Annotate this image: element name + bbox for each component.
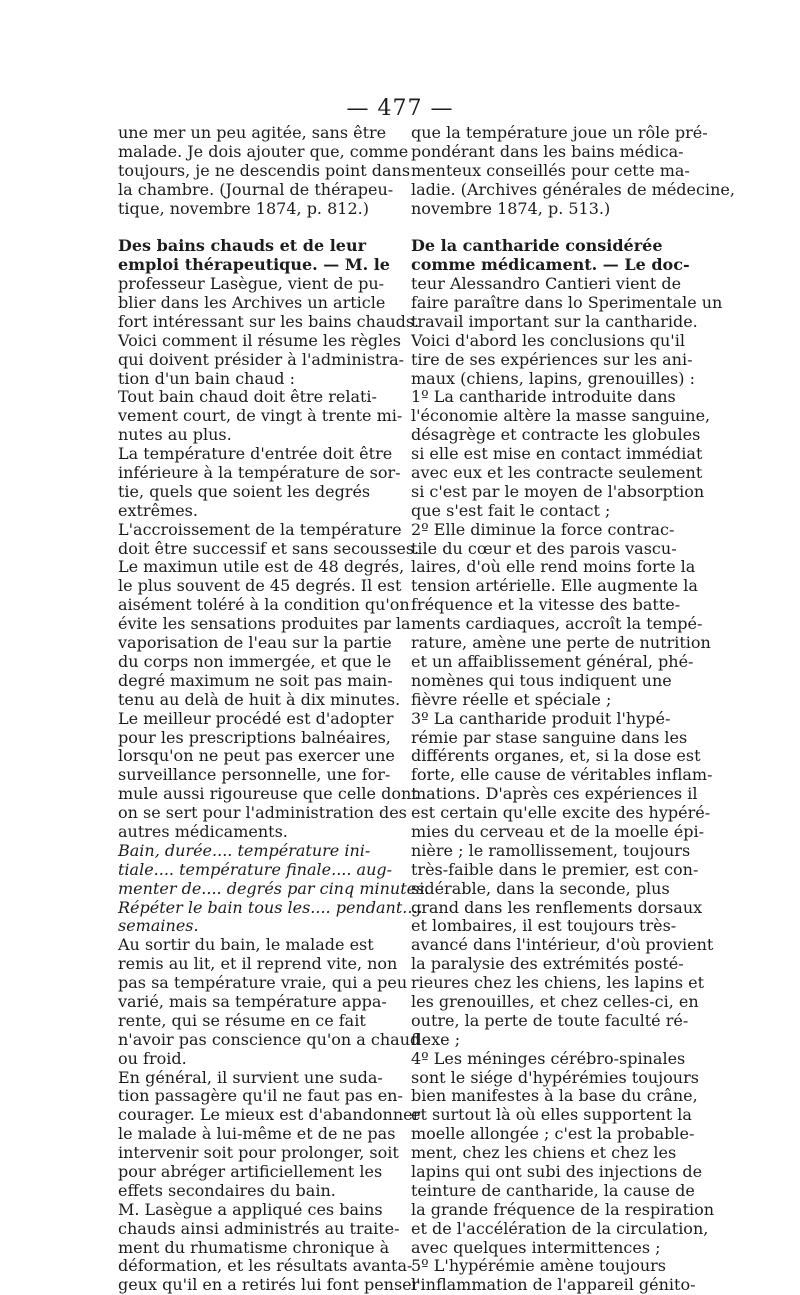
text-line: sont le siége d'hypérémies toujours: [411, 1067, 699, 1087]
text-line: geux qu'il en a retirés lui font penser: [118, 1275, 420, 1295]
text-line: maux (chiens, lapins, grenouilles) :: [411, 368, 695, 388]
text-line: rature, amène une perte de nutrition: [411, 633, 711, 653]
text-line: Le meilleur procédé est d'adopter: [118, 708, 394, 728]
text-line: semaines.: [118, 916, 199, 936]
text-line: La température d'entrée doit être: [118, 444, 393, 464]
text-line: lorsqu'on ne peut pas exercer une: [118, 746, 395, 766]
text-line: flexe ;: [411, 1029, 461, 1049]
text-line: la paralysie des extrémités posté-: [411, 954, 684, 974]
text-line: est certain qu'elle excite des hypéré-: [411, 803, 711, 823]
text-line: teur Alessandro Cantieri vient de: [411, 274, 682, 294]
right-column: [411, 123, 735, 1295]
text-line: ou froid.: [118, 1048, 187, 1068]
text-line: ladie. (Archives générales de médecine,: [411, 179, 735, 199]
text-line: tire de ses expériences sur les ani-: [411, 349, 693, 369]
text-line: L'accroissement de la température: [118, 519, 402, 539]
text-line: tiale.... température finale.... aug-: [118, 859, 393, 879]
text-line: novembre 1874, p. 513.): [411, 198, 611, 218]
text-line: avec eux et les contracte seulement: [411, 463, 703, 483]
text-line: évite les sensations produites par la: [118, 614, 411, 634]
text-line: si elle est mise en contact immédiat: [411, 444, 703, 464]
text-line: surveillance personnelle, une for-: [118, 765, 391, 785]
text-line: tenu au delà de huit à dix minutes.: [118, 689, 401, 709]
text-line: degré maximum ne soit pas main-: [118, 670, 393, 690]
text-line: n'avoir pas conscience qu'on a chaud: [118, 1029, 421, 1049]
text-line: le plus souvent de 45 degrés. Il est: [118, 576, 402, 596]
text-line: laires, d'où elle rend moins forte la: [411, 557, 696, 577]
text-line: mies du cerveau et de la moelle épi-: [411, 821, 705, 841]
text-line: pour les prescriptions balnéaires,: [118, 727, 391, 747]
text-line: les grenouilles, et chez celles-ci, en: [411, 991, 699, 1011]
text-line: rente, qui se résume en ce fait: [118, 1010, 366, 1030]
text-line: outre, la perte de toute faculté ré-: [411, 1010, 689, 1030]
text-line: grand dans les renflements dorsaux: [411, 897, 703, 917]
text-line: rieures chez les chiens, les lapins et: [411, 973, 705, 993]
text-line: nière ; le ramollissement, toujours: [411, 840, 691, 860]
text-line: bien manifestes à la base du crâne,: [411, 1086, 698, 1106]
text-line: tique, novembre 1874, p. 812.): [118, 198, 369, 218]
text-line: nutes au plus.: [118, 425, 232, 445]
text-line: aisément toléré à la condition qu'on: [118, 595, 410, 615]
text-line: fort intéressant sur les bains chauds.: [118, 311, 420, 331]
text-line: Des bains chauds et de leur: [118, 236, 367, 256]
text-line: sidérable, dans la seconde, plus: [411, 878, 670, 898]
text-line: tension artérielle. Elle augmente la: [411, 576, 698, 596]
text-line: la chambre. (Journal de thérapeu-: [118, 179, 394, 199]
text-line: [118, 218, 400, 237]
text-line: et surtout là où elles supportent la: [411, 1105, 692, 1125]
text-line: toujours, je ne descendis point dans: [118, 160, 411, 180]
text-line: et de l'accélération de la circulation,: [411, 1218, 709, 1238]
text-line: malade. Je dois ajouter que, comme: [118, 141, 409, 161]
text-line: si c'est par le moyen de l'absorption: [411, 481, 705, 501]
text-line: ment du rhumatisme chronique à: [118, 1237, 390, 1257]
page-number: — 477 —: [346, 96, 454, 121]
text-line: inférieure à la température de sor-: [118, 463, 401, 483]
text-line: du corps non immergée, et que le: [118, 651, 392, 671]
text-line: En général, il survient une suda-: [118, 1067, 383, 1087]
text-line: mations. D'après ces expériences il: [411, 784, 698, 804]
text-line: 5º L'hypérémie amène toujours: [411, 1256, 666, 1276]
text-line: avec quelques intermittences ;: [411, 1237, 661, 1257]
text-line: Voici comment il résume les règles: [118, 330, 401, 350]
text-line: tion d'un bain chaud :: [118, 368, 296, 388]
text-line: M. Lasègue a appliqué ces bains: [118, 1199, 383, 1219]
text-line: intervenir soit pour prolonger, soit: [118, 1143, 399, 1163]
text-line: travail important sur la cantharide.: [411, 311, 698, 331]
text-line: varié, mais sa température appa-: [118, 991, 387, 1011]
text-line: déformation, et les résultats avanta-: [118, 1256, 413, 1276]
text-line: De la cantharide considérée: [411, 236, 663, 256]
text-line: le malade à lui-même et de ne pas: [118, 1124, 396, 1144]
text-line: remis au lit, et il reprend vite, non: [118, 954, 398, 974]
text-line: Tout bain chaud doit être relati-: [118, 387, 377, 407]
text-line: faire paraître dans lo Sperimentale un: [411, 293, 723, 313]
text-line: rémie par stase sanguine dans les: [411, 727, 688, 747]
text-line: pas sa température vraie, qui a peu: [118, 973, 408, 993]
text-line: tie, quels que soient les degrés: [118, 481, 371, 501]
text-line: forte, elle cause de véritables inflam-: [411, 765, 713, 785]
text-line: et un affaiblissement général, phé-: [411, 651, 694, 671]
text-line: Voici d'abord les conclusions qu'il: [411, 330, 685, 350]
text-line: 2º Elle diminue la force contrac-: [411, 519, 675, 539]
text-line: ment, chez les chiens et chez les: [411, 1143, 677, 1163]
text-line: l'inflammation de l'appareil génito-: [411, 1275, 696, 1295]
text-line: nomènes qui tous indiquent une: [411, 670, 672, 690]
text-line: menteux conseillés pour cette ma-: [411, 160, 690, 180]
text-line: comme médicament. — Le doc-: [411, 255, 690, 275]
text-line: doit être successif et sans secousses.: [118, 538, 420, 558]
text-line: tion passagère qu'il ne faut pas en-: [118, 1086, 403, 1106]
text-line: effets secondaires du bain.: [118, 1180, 336, 1200]
text-line: extrêmes.: [118, 500, 198, 520]
text-line: Répéter le bain tous les.... pendant....: [118, 897, 423, 917]
text-line: ments cardiaques, accroît la tempé-: [411, 614, 703, 634]
text-line: menter de.... degrés par cinq minutes.: [118, 878, 430, 898]
text-line: fièvre réelle et spéciale ;: [411, 689, 612, 709]
text-line: blier dans les Archives un article: [118, 293, 386, 313]
text-line: et lombaires, il est toujours très-: [411, 916, 677, 936]
text-line: que la température joue un rôle pré-: [411, 123, 708, 142]
text-line: 1º La cantharide introduite dans: [411, 387, 676, 407]
text-line: teinture de cantharide, la cause de: [411, 1180, 695, 1200]
text-line: 4º Les méninges cérébro-spinales: [411, 1048, 686, 1068]
text-line: Au sortir du bain, le malade est: [118, 935, 374, 955]
text-line: vaporisation de l'eau sur la partie: [118, 633, 392, 653]
text-line: tile du cœur et des parois vascu-: [411, 538, 677, 558]
text-line: 3º La cantharide produit l'hypé-: [411, 708, 671, 728]
text-line: courager. Le mieux est d'abandonner: [118, 1105, 421, 1125]
text-line: on se sert pour l'administration des: [118, 803, 407, 823]
text-line: emploi thérapeutique. — M. le: [118, 255, 390, 275]
text-line: lapins qui ont subi des injections de: [411, 1161, 703, 1181]
text-line: pondérant dans les bains médica-: [411, 141, 684, 161]
text-line: pour abréger artificiellement les: [118, 1161, 383, 1181]
text-line: que s'est fait le contact ;: [411, 500, 611, 520]
text-line: l'économie altère la masse sanguine,: [411, 406, 711, 426]
text-line: vement court, de vingt à trente mi-: [118, 406, 403, 426]
text-line: qui doivent présider à l'administra-: [118, 349, 405, 369]
text-line: la grande fréquence de la respiration: [411, 1199, 715, 1219]
text-line: professeur Lasègue, vient de pu-: [118, 274, 385, 294]
text-line: mule aussi rigoureuse que celle dont: [118, 784, 418, 804]
text-line: avancé dans l'intérieur, d'où provient: [411, 935, 714, 955]
text-line: chauds ainsi administrés au traite-: [118, 1218, 400, 1238]
text-line: différents organes, et, si la dose est: [411, 746, 701, 766]
left-column: [118, 123, 430, 1295]
text-line: moelle allongée ; c'est la probable-: [411, 1124, 695, 1144]
text-line: Le maximun utile est de 48 degrés,: [118, 557, 405, 577]
text-line: très-faible dans le premier, est con-: [411, 859, 699, 879]
text-line: autres médicaments.: [118, 821, 288, 841]
text-line: [411, 218, 693, 237]
text-line: une mer un peu agitée, sans être: [118, 123, 387, 142]
text-line: fréquence et la vitesse des batte-: [411, 595, 681, 615]
text-line: désagrège et contracte les globules: [411, 425, 701, 445]
text-line: Bain, durée.... température ini-: [118, 840, 371, 860]
